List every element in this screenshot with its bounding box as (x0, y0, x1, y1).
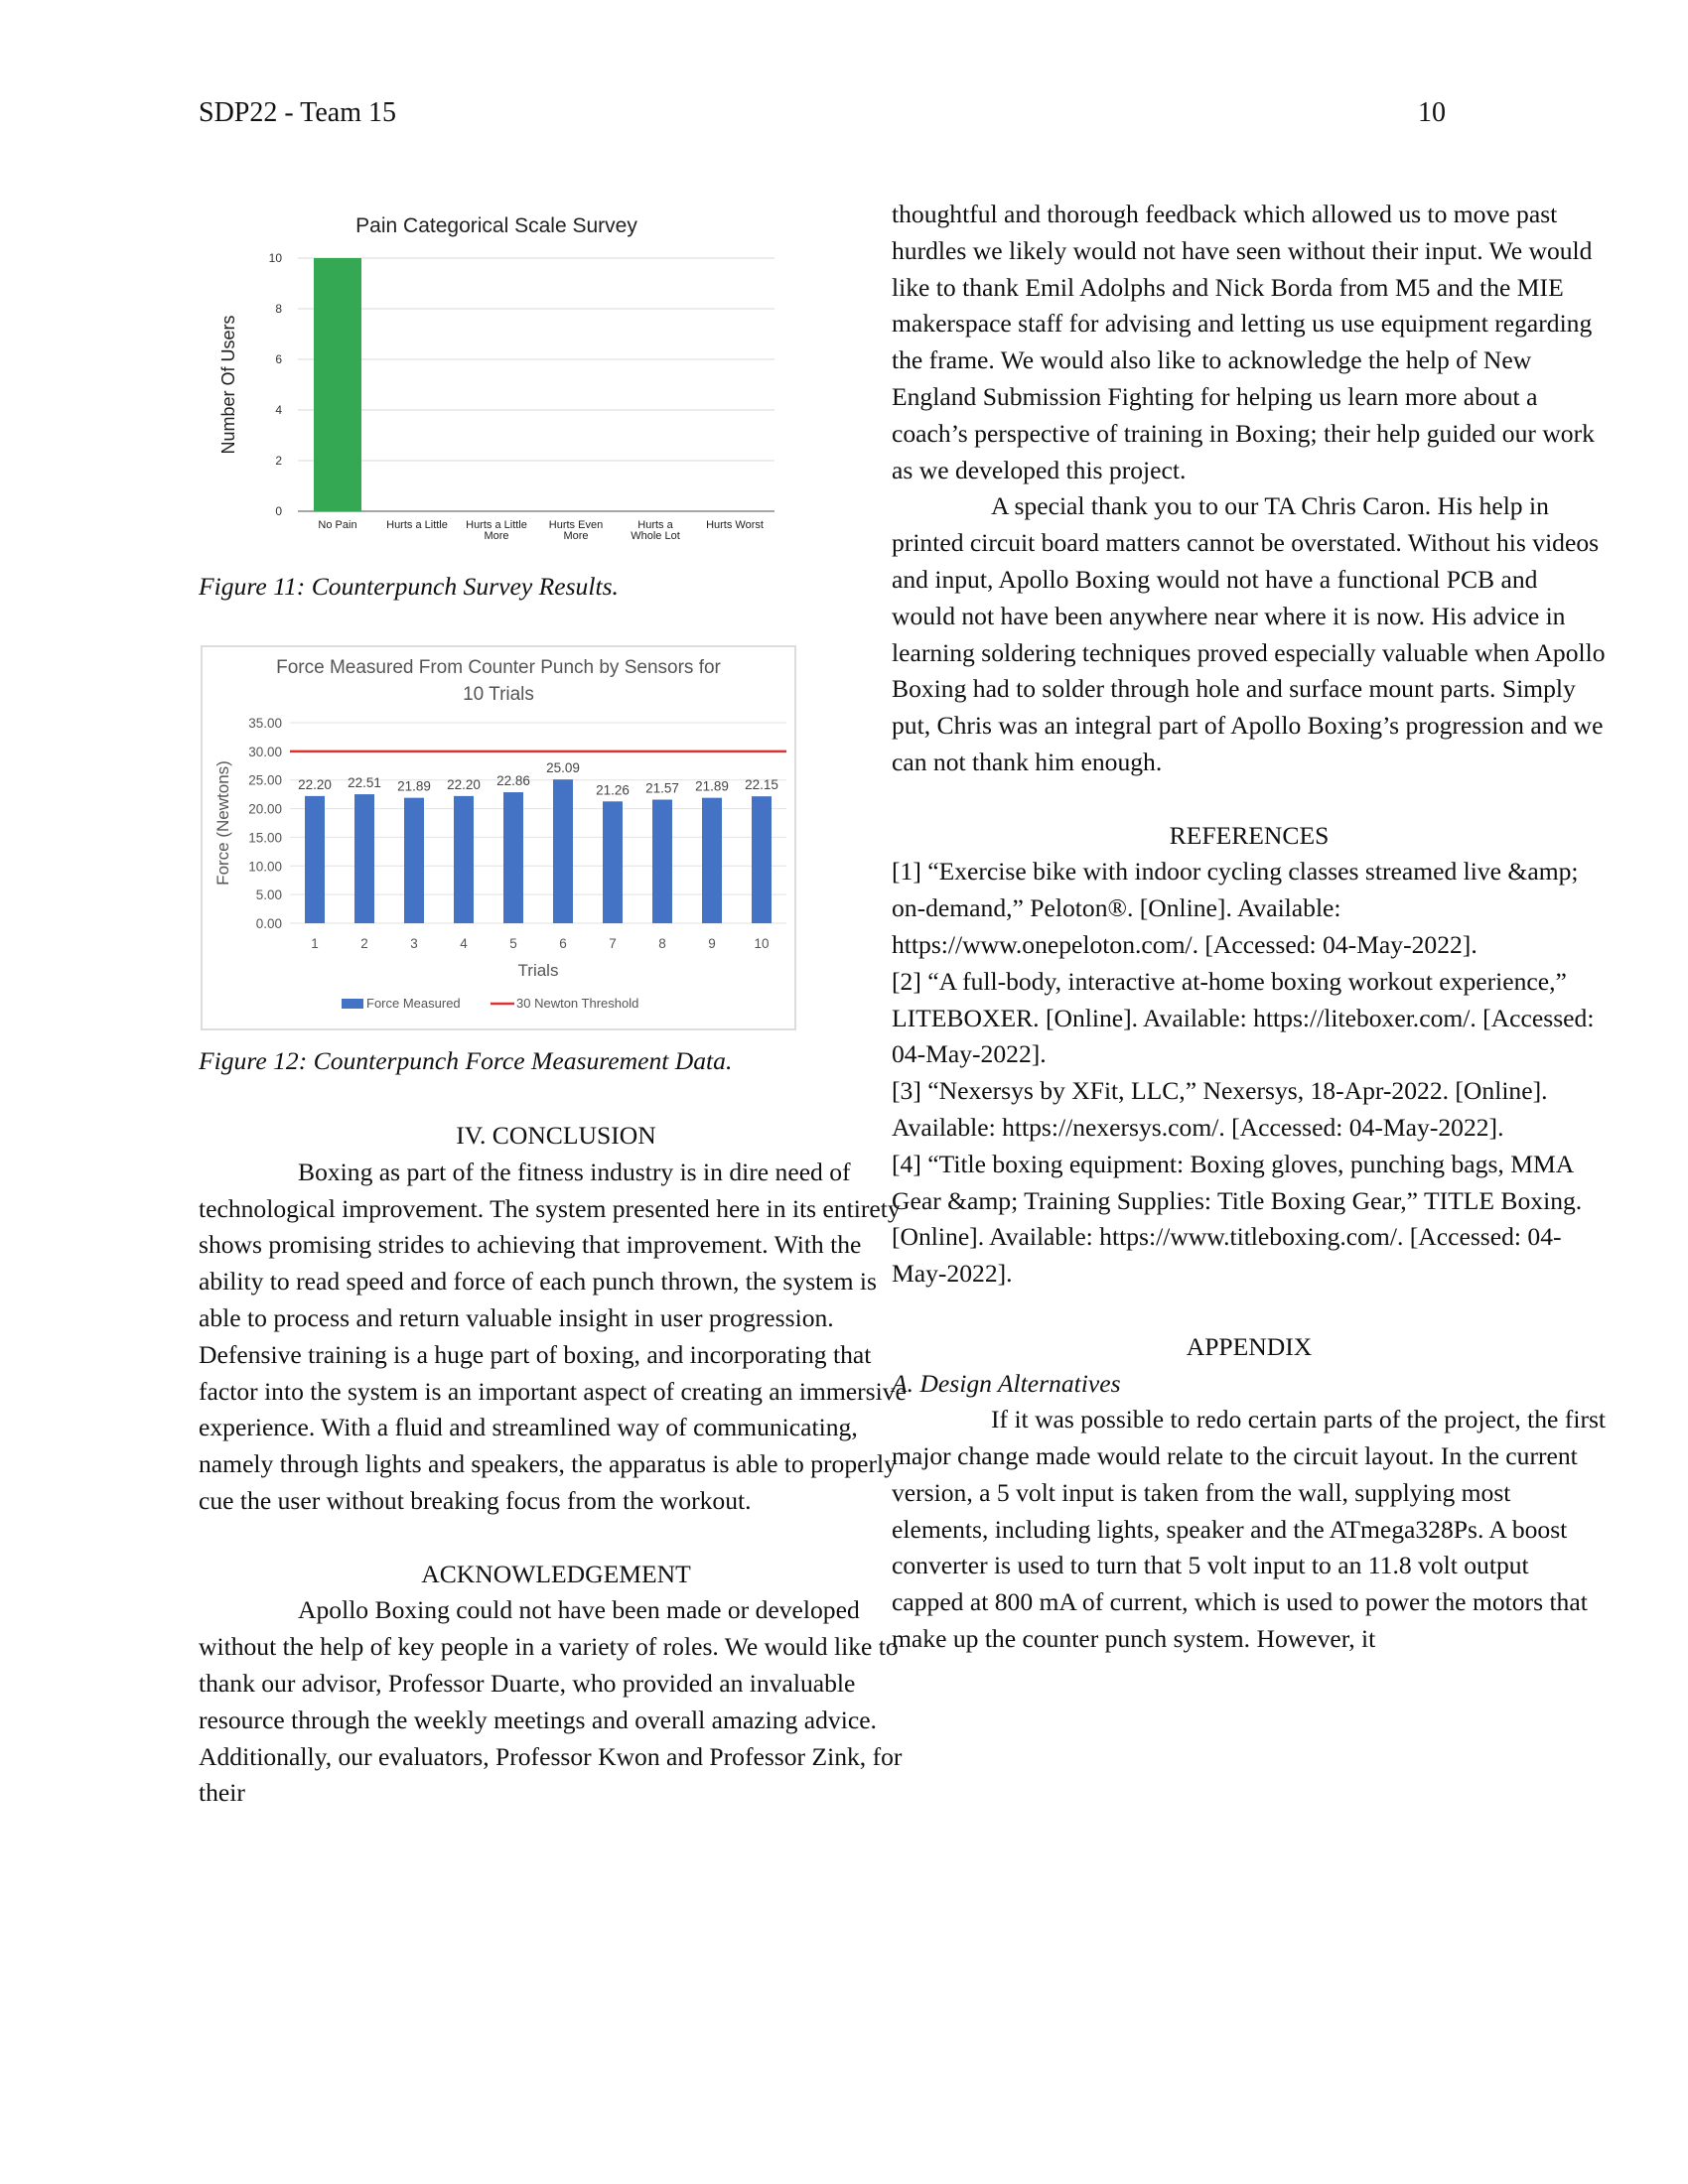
appendix-heading: APPENDIX (1186, 1331, 1313, 1361)
data-label: 21.89 (397, 778, 431, 794)
appendix-text: If it was possible to redo certain parts of the project, the first major change made would relate to the circuit layout. In the current version, a 5 volt input is taken from the wall, supplying most elements, including lights, speaker and the ATmega328Ps. A boost converter is used to turn that 5 volt input to an 11.8 volt output capped at 800 mA of current, which is used to power the motors that make up the counter punch system. However, it (892, 1405, 1607, 1654)
y-tick-label: 25.00 (248, 772, 282, 788)
y-tick-label: 8 (275, 302, 282, 316)
bar (305, 796, 325, 923)
reference-4: [4] “Title boxing equipment: Boxing gloves, punching bags, MMA Gear &amp; Training Supplies: Title Boxing Gear,” TITLE Boxing. [Online]. Available: https://www.titleboxing.com/. [Accessed: 04-May-2022]. (892, 1149, 1583, 1289)
bar (354, 794, 374, 923)
y-tick-label: 0 (275, 504, 282, 518)
page-number: 10 (1418, 97, 1446, 128)
y-tick-label: 30.00 (248, 744, 282, 759)
appendix-subheading: A. Design Alternatives (892, 1368, 1121, 1398)
conclusion-text: Boxing as part of the fitness industry is in dire need of technological improvement. The system presented here in its entirety shows promising strides to achieving that improvement. With the ability to read speed and force of each punch thrown, the system is able to process and return valuable insight in user progression. Defensive training is a huge part of boxing, and incorporating that factor into the system is an important aspect of creating an immersive experience. With a fluid and streamlined way of communicating, namely through lights and speakers, the apparatus is able to properly cue the user without breaking focus from the workout. (199, 1157, 907, 1515)
acknowledgement-heading: ACKNOWLEDGEMENT (421, 1559, 691, 1588)
data-label: 21.57 (645, 780, 679, 796)
legend-swatch-force (342, 999, 363, 1009)
references-heading: REFERENCES (1169, 820, 1330, 850)
reference-3: [3] “Nexersys by XFit, LLC,” Nexersys, 18-Apr-2022. [Online]. Available: https://nexersys.com/. [Accessed: 04-May-2022]. (892, 1076, 1548, 1142)
x-tick-label: Hurts a Little (386, 519, 448, 531)
x-tick-label: Hurts a Whole Lot (631, 519, 680, 542)
bar (652, 800, 672, 923)
data-label: 22.20 (298, 776, 332, 792)
bar (503, 792, 523, 923)
x-tick-label: 9 (708, 936, 716, 951)
y-tick-label: 6 (275, 352, 282, 366)
y-tick-label: 10.00 (248, 859, 282, 875)
acknowledgement-ta-text: A special thank you to our TA Chris Caron. His help in printed circuit board matters cannot be overstated. Without his videos and input, Apollo Boxing would not have a functional PCB and would not have been anywhere near where it is now. His advice in learning soldering techniques proved especially valuable when Apollo Boxing had to solder through hole and surface mount parts. Simply put, Chris was an integral part of Apollo Boxing’s progression and we can not thank him enough. (892, 491, 1606, 776)
chart-title-line: 10 Trials (463, 684, 534, 705)
pain-survey-chart (199, 204, 794, 546)
data-label: 22.51 (348, 775, 381, 791)
data-label: 25.09 (546, 760, 580, 776)
y-tick-label: 15.00 (248, 830, 282, 846)
chart-title: Pain Categorical Scale Survey (355, 214, 637, 237)
right-column (892, 197, 1607, 1658)
x-tick-label: 5 (509, 936, 517, 951)
x-tick-label: No Pain (318, 519, 357, 531)
reference-1: [1] “Exercise bike with indoor cycling classes streamed live &amp; on-demand,” Peloton®. [Online]. Available: https://www.onepeloton.com/. [Accessed: 04-May-2022]. (892, 857, 1579, 959)
bar (702, 798, 722, 923)
x-tick-label: 8 (658, 936, 666, 951)
x-tick-label: Hurts a Little More (466, 519, 527, 542)
figure-12-caption: Figure 12: Counterpunch Force Measurement Data. (199, 1046, 733, 1075)
data-label: 22.86 (496, 773, 530, 789)
y-tick-label: 2 (275, 454, 282, 468)
chart-title-line: Force Measured From Counter Punch by Sensors for (276, 657, 721, 678)
x-tick-label: 3 (410, 936, 418, 951)
figure-11-caption: Figure 11: Counterpunch Survey Results. (199, 572, 619, 601)
running-header: SDP22 - Team 15 (199, 97, 396, 128)
bar (454, 796, 474, 923)
x-tick-label: 1 (311, 936, 319, 951)
x-tick-label: 4 (460, 936, 468, 951)
data-label: 21.89 (695, 778, 729, 794)
y-tick-label: 0.00 (255, 916, 282, 931)
y-axis-label: Force (Newtons) (213, 760, 232, 886)
y-tick-label: 10 (268, 251, 282, 265)
data-label: 22.20 (447, 776, 481, 792)
bar (603, 801, 623, 923)
y-tick-label: 5.00 (255, 887, 282, 903)
y-tick-label: 4 (275, 403, 282, 417)
bar (404, 798, 424, 923)
legend-label-force: Force Measured (366, 996, 461, 1011)
bar (553, 779, 573, 923)
left-column (199, 1118, 914, 1812)
x-tick-label: 7 (609, 936, 617, 951)
acknowledgement-text-part2: thoughtful and thorough feedback which allowed us to move past hurdles we likely would not have seen without their input. We would like to thank Emil Adolphs and Nick Borda from M5 and the MIE makerspace staff for advising and letting us use equipment regarding the frame. We would also like to acknowledge the help of New England Submission Fighting for helping us learn more about a coach’s perspective of training in Boxing; their help guided our work as we developed this project. (892, 200, 1595, 484)
conclusion-heading: IV. CONCLUSION (456, 1121, 656, 1150)
y-axis-label: Number Of Users (218, 315, 238, 455)
data-label: 21.26 (596, 782, 630, 798)
x-tick-label: 2 (360, 936, 368, 951)
bar (752, 796, 772, 923)
acknowledgement-text-part1: Apollo Boxing could not have been made or developed without the help of key people in a variety of roles. We would like to thank our advisor, Professor Duarte, who provided an invaluable resource through the weekly meetings and overall amazing advice. Additionally, our evaluators, Professor Kwon and Professor Zink, for their (199, 1595, 903, 1808)
x-tick-label: Hurts Even More (548, 519, 604, 542)
reference-2: [2] “A full-body, interactive at-home boxing workout experience,” LITEBOXER. [Online]. Available: https://liteboxer.com/. [Accessed: 04-May-2022]. (892, 966, 1595, 1069)
x-axis-label: Trials (517, 961, 559, 980)
bar (314, 258, 361, 511)
y-tick-label: 20.00 (248, 801, 282, 817)
legend-label-threshold: 30 Newton Threshold (516, 996, 639, 1011)
force-measurement-chart (201, 645, 796, 1032)
data-label: 22.15 (745, 777, 778, 793)
x-tick-label: 10 (754, 936, 770, 951)
x-tick-label: Hurts Worst (706, 519, 764, 531)
y-tick-label: 35.00 (248, 716, 282, 731)
x-tick-label: 6 (559, 936, 567, 951)
